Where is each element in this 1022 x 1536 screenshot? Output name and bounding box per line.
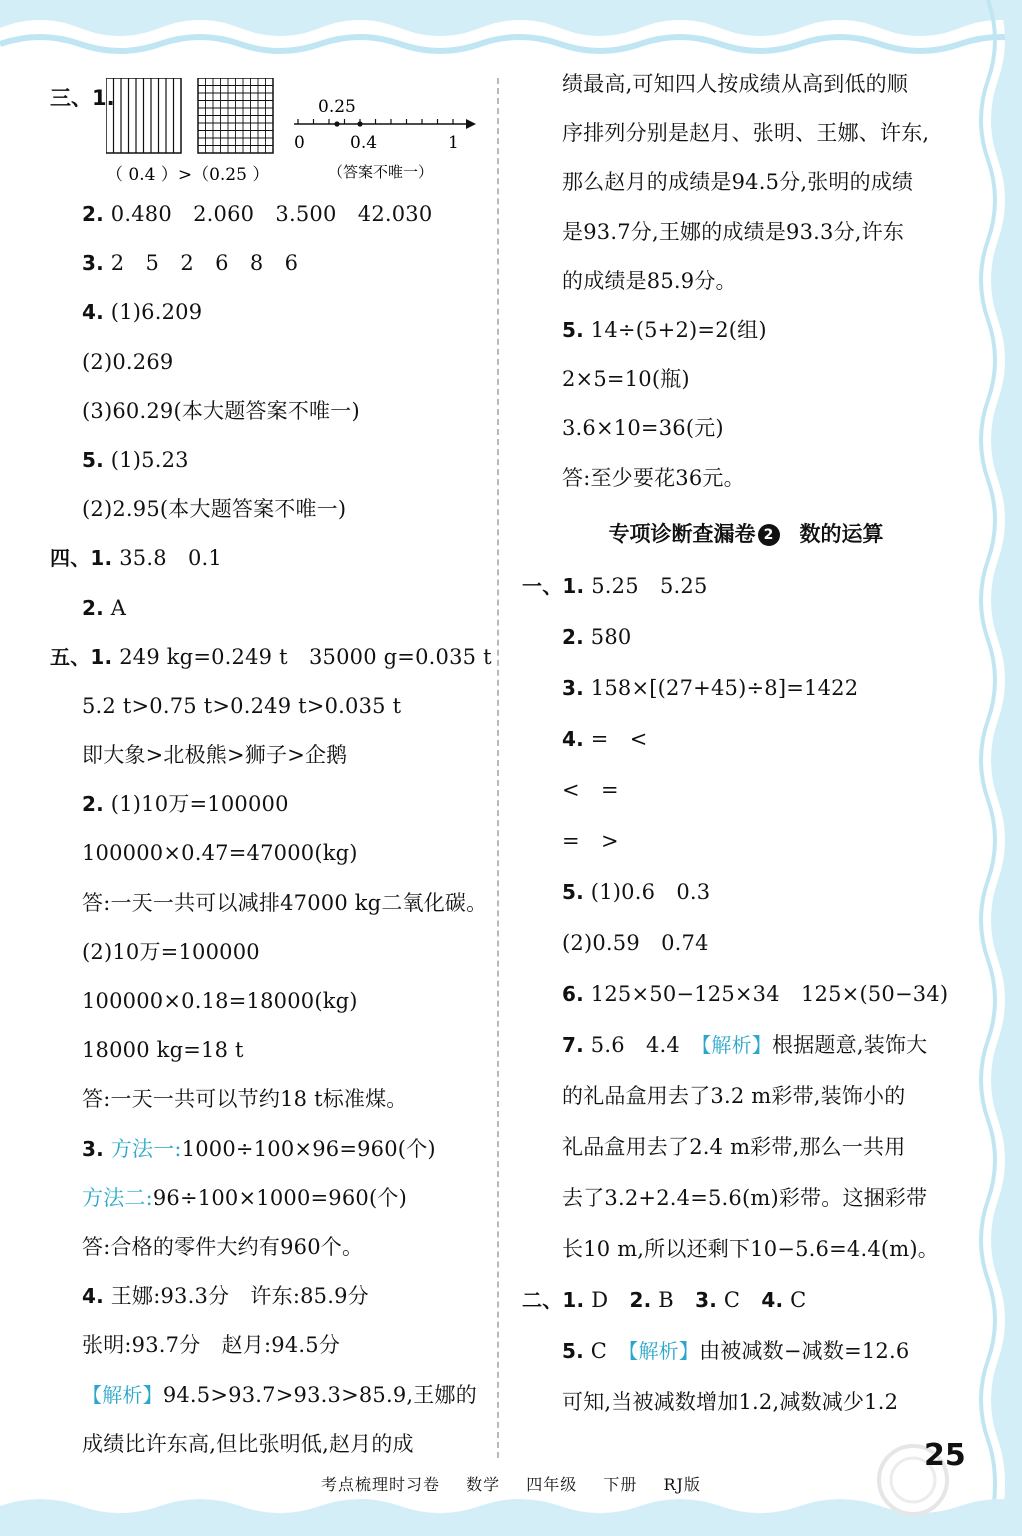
s5-q4: 4. 王娜:93.3分 许东:85.9分 [82, 1284, 369, 1309]
method-one-label: 方法一: [103, 1136, 182, 1161]
analysis-continued-line5: 的成绩是85.9分。 [562, 268, 737, 293]
p2-s1-q7-line3: 礼品盒用去了2.4 m彩带,那么一共用 [562, 1134, 906, 1159]
s5-q5-line4: 答:至少要花36元。 [562, 465, 745, 490]
s5-q3-line3: 答:合格的零件大约有960个。 [82, 1234, 364, 1259]
p2-s1-q5: 5. (1)0.6 0.3 [562, 879, 711, 904]
tenths-grid-figure [106, 78, 181, 153]
s3-q5: 5. (1)5.23 [82, 447, 189, 472]
analysis-continued-line1: 绩最高,可知四人按成绩从高到低的顺 [562, 72, 909, 96]
p2-s1-q7-line5: 长10 m,所以还剩下10−5.6=4.4(m)。 [562, 1236, 939, 1261]
p2-s1-q7: 7. 5.6 4.4 【解析】根据题意,装饰大 [562, 1032, 928, 1057]
section-number-badge: 2 [758, 524, 780, 546]
right-column [522, 60, 970, 1428]
p2-s1-q6: 6. 125×50−125×34 125×(50−34) [562, 981, 949, 1006]
hundredths-grid-figure [198, 78, 273, 153]
top-wave-decoration [0, 0, 1022, 62]
p2-s1-q7-line4: 去了3.2+2.4=5.6(m)彩带。这捆彩带 [562, 1185, 928, 1210]
p2-s1-q5-line2: (2)0.59 0.74 [562, 930, 709, 955]
s5-q4-line2: 张明:93.7分 赵月:94.5分 [82, 1333, 341, 1358]
s5-q2-line5: 100000×0.18=18000(kg) [82, 989, 358, 1013]
analysis-continued-line2: 序排列分别是赵月、张明、王娜、许东, [562, 121, 930, 146]
s3-q4-part2: (2)0.269 [82, 349, 174, 374]
p2-s1-q4-line3: = > [562, 828, 619, 853]
s5-q4-line4: 成绩比许东高,但比张明低,赵月的成 [82, 1431, 414, 1456]
figure-comparison-caption: （ 0.4 ）>（0.25 ） [106, 165, 270, 185]
s5-q5: 5. 14÷(5+2)=2(组) [562, 317, 767, 342]
left-column [50, 60, 490, 1469]
p2-s1-q4-line2: < = [562, 777, 619, 802]
s5-q2-line2: 100000×0.47=47000(kg) [82, 841, 358, 866]
page-number: 25 [924, 1438, 966, 1473]
p2-s1-q4: 4. = < [562, 726, 648, 751]
analysis-tag: 【解析】 [82, 1382, 163, 1407]
s5-q5-line2: 2×5=10(瓶) [562, 367, 690, 392]
section-title-main: 专项诊断查漏卷 [608, 521, 756, 546]
s3-q5-part2: (2)2.95(本大题答案不唯一) [82, 497, 347, 522]
s5-q3-line2: 方法二:96÷100×1000=960(个) [82, 1185, 407, 1210]
analysis-tag: 【解析】 [701, 1032, 773, 1057]
p2-s2-q1-4: 二、1. D 2. B 3. C 4. C [522, 1287, 807, 1312]
s5-q2-line4: (2)10万=100000 [82, 939, 260, 964]
column-divider [497, 78, 499, 1458]
footer-term: 下册 [603, 1475, 638, 1494]
footer-book-title: 考点梳理时习卷 [321, 1475, 441, 1494]
s3-q4-part3: (3)60.29(本大题答案不唯一) [82, 398, 360, 423]
decimal-figures [106, 78, 506, 190]
p2-s2-q5-line2: 可知,当被减数增加1.2,减数减少1.2 [562, 1389, 899, 1414]
footer-subject: 数学 [466, 1475, 501, 1494]
s5-q1-line3: 即大象>北极熊>狮子>企鹅 [82, 743, 348, 768]
s3-q3: 3. 2 5 2 6 8 6 [82, 251, 299, 276]
p2-s1-q2: 2. 580 [562, 624, 632, 649]
s5-q3: 3. 方法一:1000÷100×96=960(个) [82, 1136, 436, 1161]
footer-edition: RJ版 [663, 1475, 701, 1494]
s4-q1: 四、1. 35.8 0.1 [50, 546, 222, 571]
analysis-continued-line3: 那么赵月的成绩是94.5分,张明的成绩 [562, 170, 914, 195]
section-title [522, 507, 970, 561]
analysis-continued-line4: 是93.7分,王娜的成绩是93.3分,许东 [562, 219, 905, 244]
label-0-25: 0.25 [318, 97, 356, 117]
s5-q1: 五、1. 249 kg=0.249 t 35000 g=0.035 t [50, 644, 492, 669]
label-1: 1 [448, 133, 459, 153]
section3-label: 三、1. [50, 86, 115, 110]
s3-q4: 4. (1)6.209 [82, 300, 203, 325]
s5-q4-line3: 【解析】94.5>93.7>93.3>85.9,王娜的 [82, 1382, 477, 1407]
label-0: 0 [294, 133, 305, 153]
section-title-topic: 数的运算 [799, 521, 884, 546]
s5-q2-line6: 18000 kg=18 t [82, 1038, 244, 1063]
right-wave-decoration [978, 0, 1022, 1536]
p2-s1-q3: 3. 158×[(27+45)÷8]=1422 [562, 675, 859, 700]
s5-q2: 2. (1)10万=100000 [82, 792, 289, 817]
s5-q5-line3: 3.6×10=36(元) [562, 416, 724, 441]
p2-s1-q1: 一、1. 5.25 5.25 [522, 573, 708, 598]
method-two-label: 方法二: [82, 1185, 153, 1210]
p2-s1-q7-line2: 的礼品盒用去了3.2 m彩带,装饰小的 [562, 1083, 906, 1108]
p2-s2-q5: 5. C 【解析】由被减数−减数=12.6 [562, 1338, 910, 1363]
point-0-4 [357, 121, 362, 126]
s3-q2: 2. 0.480 2.060 3.500 42.030 [82, 202, 433, 226]
section3-q1-figure-row [50, 60, 490, 190]
label-0-4: 0.4 [350, 133, 378, 153]
s4-q2: 2. A [82, 595, 127, 620]
s5-q1-line2: 5.2 t>0.75 t>0.249 t>0.035 t [82, 693, 402, 718]
s5-q2-line7: 答:一天一共可以节约18 t标准煤。 [82, 1087, 408, 1112]
s5-q2-line3: 答:一天一共可以减排47000 kg二氧化碳。 [82, 890, 488, 915]
answer-not-unique-note: （答案不唯一） [328, 163, 434, 181]
point-0-25 [334, 121, 339, 126]
number-line [294, 97, 476, 181]
footer-grade: 四年级 [526, 1475, 578, 1494]
analysis-tag: 【解析】 [628, 1338, 700, 1363]
